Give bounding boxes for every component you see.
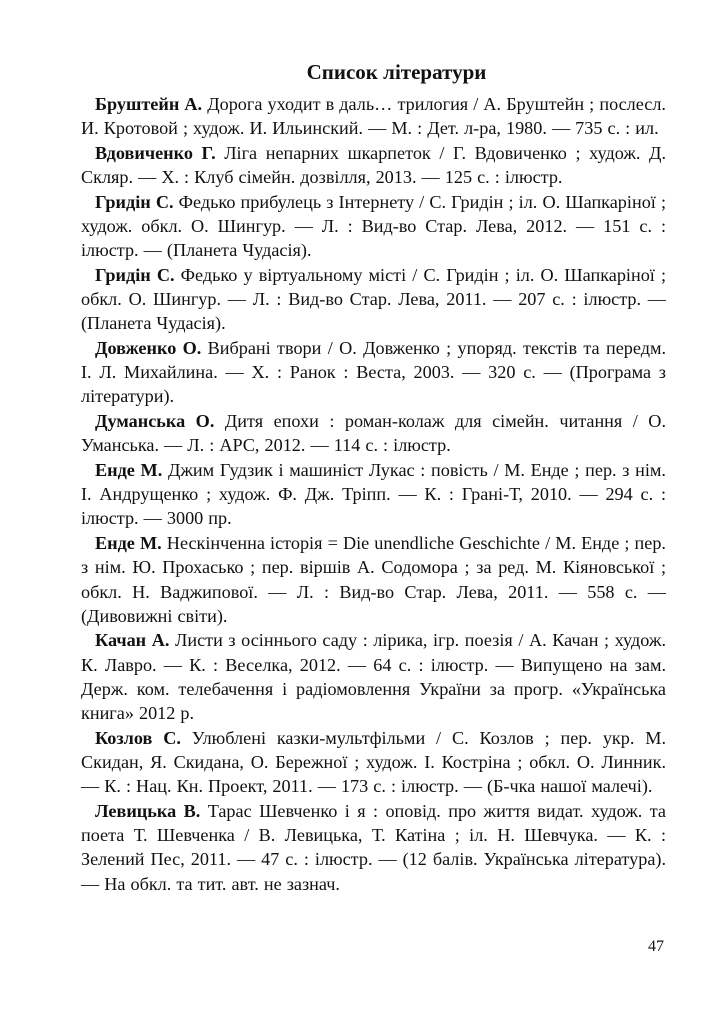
entry-text: Тарас Шевченко і я : оповід. про життя видат. худож. та поета Т. Шевченка / В. Левицька, Т. Катіна ; іл. Н. Шевчука. — К. : Зелений Пес, 2011. — 47 с. : ілюстр. — (12 балів. Українська література). — На обкл. та тит. авт. не зазнач. (81, 800, 667, 894)
bibliography-entry (81, 628, 666, 725)
bibliography-entry (81, 531, 666, 628)
bibliography-list (81, 92, 666, 896)
entry-text: Федько прибулець з Інтернету / С. Гридін ; іл. О. Шапкаріної ; худож. обкл. О. Шингур. — Л. : Вид-во Стар. Лева, 2012. — 151 с. : ілюстр. — (Планета Чудасія). (81, 191, 667, 261)
entry-author: Довженко О. (95, 338, 202, 359)
entry-text: Вибрані твори / О. Довженко ; упоряд. текстів та передм. І. Л. Михайлина. — Х. : Ранок : Веста, 2003. — 320 с. — (Програма з літератури). (81, 338, 666, 407)
entry-author: Енде М. (95, 460, 163, 481)
entry-text: Дорога уходит в даль… трилогия / А. Бруштейн ; послесл. И. Кротовой ; худож. И. Ильинский. — М. : Дет. л-ра, 1980. — 735 с. : ил. (81, 94, 666, 139)
bibliography-entry (81, 458, 666, 531)
page-title: Список літератури (306, 60, 487, 84)
entry-author: Думанська О. (95, 411, 215, 432)
entry-author: Козлов С. (95, 727, 181, 748)
bibliography-entry (81, 190, 666, 263)
bibliography-entry (81, 92, 666, 140)
entry-text: Джим Гудзик і машиніст Лукас : повість / М. Енде ; пер. з нім. І. Андрущенко ; худож. Ф. Дж. Тріпп. — К. : Грані-Т, 2010. — 294 с. : ілюстр. — 3000 пр. (81, 460, 666, 529)
bibliography-entry (81, 409, 666, 457)
entry-author: Гридін С. (95, 264, 175, 285)
bibliography-entry (81, 141, 666, 189)
entry-author: Гридін С. (95, 191, 174, 212)
entry-author: Бруштейн А. (95, 94, 203, 114)
entry-text: Нескінченна історія = Die unendliche Geschichte / М. Енде ; пер. з нім. Ю. Прохасько ; пер. віршів А. Содомора ; за ред. М. Кіяновської ; обкл. Н. Ваджипової. — Л. : Вид-во Стар. Лева, 2011. — 558 с. — (Дивовижні світи). (81, 533, 666, 626)
entry-author: Левицька В. (95, 800, 201, 821)
bibliography-entry (81, 263, 666, 336)
bibliography-entry (81, 336, 666, 409)
entry-text: Федько у віртуальному місті / С. Гридін ; іл. О. Шапкаріної ; обкл. О. Шингур. — Л. : Вид-во Стар. Лева, 2011. — 207 с. : ілюстр. — (Планета Чудасія). (81, 264, 667, 334)
entry-text: Листи з осіннього саду : лірика, ігр. поезія / А. Качан ; худож. К. Лавро. — К. : Веселка, 2012. — 64 с. : ілюстр. — Випущено на зам. Держ. ком. телебачення і радіомовлення України за прогр. «Українська книга» 2012 р. (81, 630, 667, 724)
entry-author: Енде М. (95, 533, 162, 554)
entry-text: Дитя епохи : роман-колаж для сімейн. читання / О. Уманська. — Л. : АРС, 2012. — 114 с. : ілюстр. (81, 411, 666, 456)
bibliography-entry (81, 726, 666, 799)
entry-author: Вдовиченко Г. (95, 142, 216, 163)
entry-text: Ліга непарних шкарпеток / Г. Вдовиченко ; худож. Д. Скляр. — Х. : Клуб сімейн. дозвілля, 2013. — 125 с. : ілюстр. (81, 142, 667, 188)
bibliography-entry (81, 799, 666, 896)
entry-text: Улюблені казки-мультфільми / С. Козлов ; пер. укр. М. Скидан, Я. Скидана, О. Бережної ; худож. І. Кострiна ; обкл. О. Линник. — К. : Нац. Кн. Проект, 2011. — 173 с. : ілюстр. — (Б-чка нашої малечі). (81, 727, 666, 797)
page-number: 47 (648, 938, 664, 955)
entry-author: Качан А. (95, 630, 170, 651)
